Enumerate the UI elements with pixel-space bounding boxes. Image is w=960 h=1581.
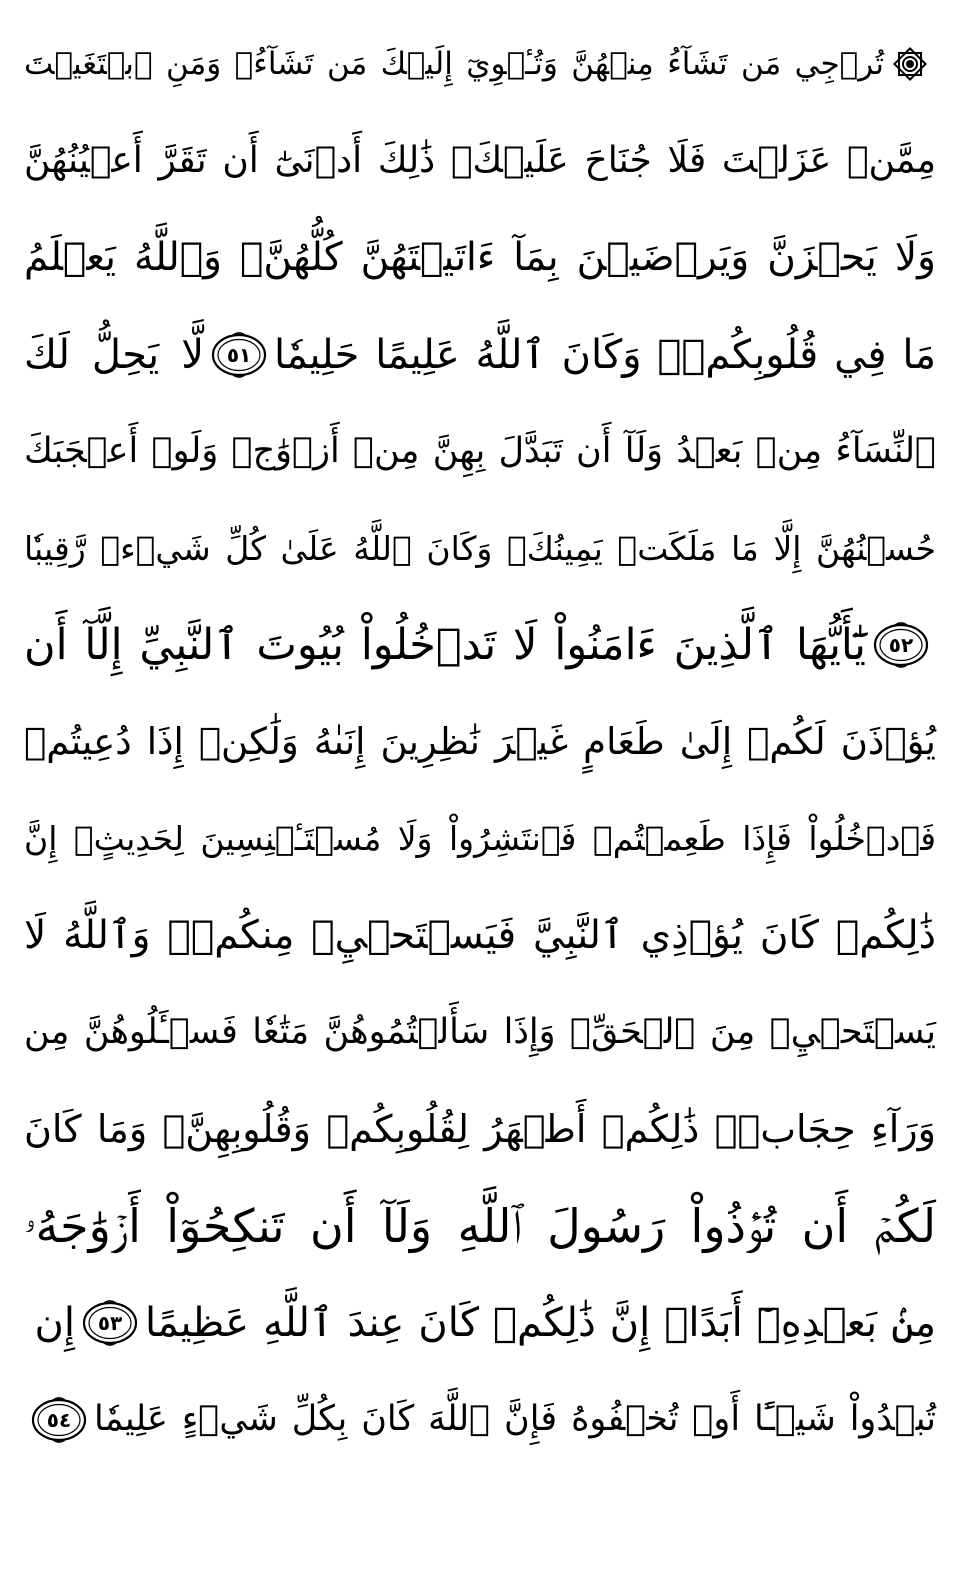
mushaf-page <box>24 16 936 1566</box>
text-line <box>24 113 936 210</box>
text-line <box>24 1081 936 1178</box>
verse-text: مِمَّنۡ عَزَلۡتَ فَلَا جُنَاحَ عَلَيۡكَۚ ذَٰلِكَ أَدۡنَىٰٓ أَن تَقَرَّ أَعۡيُنُهُنَّ <box>24 140 936 182</box>
verse-text: يَسۡتَحۡيِۦ مِنَ ٱلۡحَقِّۚ وَإِذَا سَأَلۡتُمُوهُنَّ مَتَٰعٗا فَسۡـَٔلُوهُنَّ مِن <box>24 1011 936 1052</box>
ayah-number-marker <box>210 331 268 379</box>
verse-text: لَّا يَحِلُّ لَكَ <box>24 331 205 378</box>
text-line <box>24 984 936 1081</box>
ayah-number-marker <box>872 621 930 669</box>
text-line <box>24 694 936 791</box>
verse-text: مَا فِي قُلُوبِكُمۡۚ وَكَانَ ٱللَّهُ عَلِيمًا حَلِيمٗا <box>274 331 936 378</box>
text-line <box>24 403 936 500</box>
verse-text: ذَٰلِكُمۡ كَانَ يُؤۡذِي ٱلنَّبِيَّ فَيَسۡتَحۡيِۦ مِنكُمۡۖ وَٱللَّهُ لَا <box>24 913 936 959</box>
ayah-number: ٥٢ <box>888 633 914 658</box>
text-line <box>24 790 936 887</box>
text-line <box>24 210 936 307</box>
verse-text: تُرۡجِي مَن تَشَآءُ مِنۡهُنَّ وَتُـٔۡوِيٓ إِلَيۡكَ مَن تَشَآءُۖ وَمَنِ ٱبۡتَغَيۡتَ <box>24 45 884 82</box>
text-line <box>24 1178 936 1275</box>
text-line <box>24 1371 936 1468</box>
text-line <box>24 1274 936 1371</box>
text-line <box>24 887 936 984</box>
text-line <box>24 306 936 403</box>
verse-text: حُسۡنُهُنَّ إِلَّا مَا مَلَكَتۡ يَمِينُكَۗ وَكَانَ ٱللَّهُ عَلَىٰ كُلِّ شَيۡءٖ رَّقِيبٗا <box>24 528 936 568</box>
text-line <box>24 500 936 597</box>
verse-text: مِنۢ بَعۡدِهِۦٓ أَبَدًاۚ إِنَّ ذَٰلِكُمۡ كَانَ عِندَ ٱللَّهِ عَظِيمًا <box>145 1299 936 1346</box>
hizb-star-icon <box>890 44 930 84</box>
ayah-number-marker <box>30 1396 88 1444</box>
verse-text: لَكُمۡ أَن تُؤۡذُواْ رَسُولَ ٱللَّهِ وَلَآ أَن تَنكِحُوٓاْ أَزۡوَٰجَهُۥ <box>24 1198 936 1253</box>
verse-text: إِن <box>34 1299 76 1346</box>
ayah-number: ٥٤ <box>46 1407 72 1432</box>
verse-text: وَرَآءِ حِجَابٖۚ ذَٰلِكُمۡ أَطۡهَرُ لِقُلُوبِكُمۡ وَقُلُوبِهِنَّۚ وَمَا كَانَ <box>24 1107 936 1152</box>
ayah-number: ٥١ <box>226 342 252 367</box>
ayah-number: ٥٣ <box>97 1310 123 1335</box>
verse-text: يُؤۡذَنَ لَكُمۡ إِلَىٰ طَعَامٍ غَيۡرَ نَٰظِرِينَ إِنَىٰهُ وَلَٰكِنۡ إِذَا دُعِيتُمۡ <box>24 720 936 764</box>
verse-text: فَٱدۡخُلُواْ فَإِذَا طَعِمۡتُمۡ فَٱنتَشِرُواْ وَلَا مُسۡتَـٔۡنِسِينَ لِحَدِيثٍۚ إِنَّ <box>24 819 936 859</box>
verse-text: تُبۡدُواْ شَيۡـًٔا أَوۡ تُخۡفُوهُ فَإِنَّ ٱللَّهَ كَانَ بِكُلِّ شَيۡءٍ عَلِيمٗا <box>94 1399 936 1440</box>
text-line <box>24 16 936 113</box>
ayah-number-marker <box>81 1299 139 1347</box>
verse-text: وَلَا يَحۡزَنَّ وَيَرۡضَيۡنَ بِمَآ ءَاتَيۡتَهُنَّ كُلُّهُنَّۚ وَٱللَّهُ يَعۡلَمُ <box>24 235 936 281</box>
verse-text: ٱلنِّسَآءُ مِنۢ بَعۡدُ وَلَآ أَن تَبَدَّلَ بِهِنَّ مِنۡ أَزۡوَٰجٖ وَلَوۡ أَعۡجَبَكَ <box>24 431 936 472</box>
text-line <box>24 597 936 694</box>
verse-text: يَٰٓأَيُّهَا ٱلَّذِينَ ءَامَنُواْ لَا تَدۡخُلُواْ بُيُوتَ ٱلنَّبِيِّ إِلَّآ أَن <box>24 619 866 670</box>
